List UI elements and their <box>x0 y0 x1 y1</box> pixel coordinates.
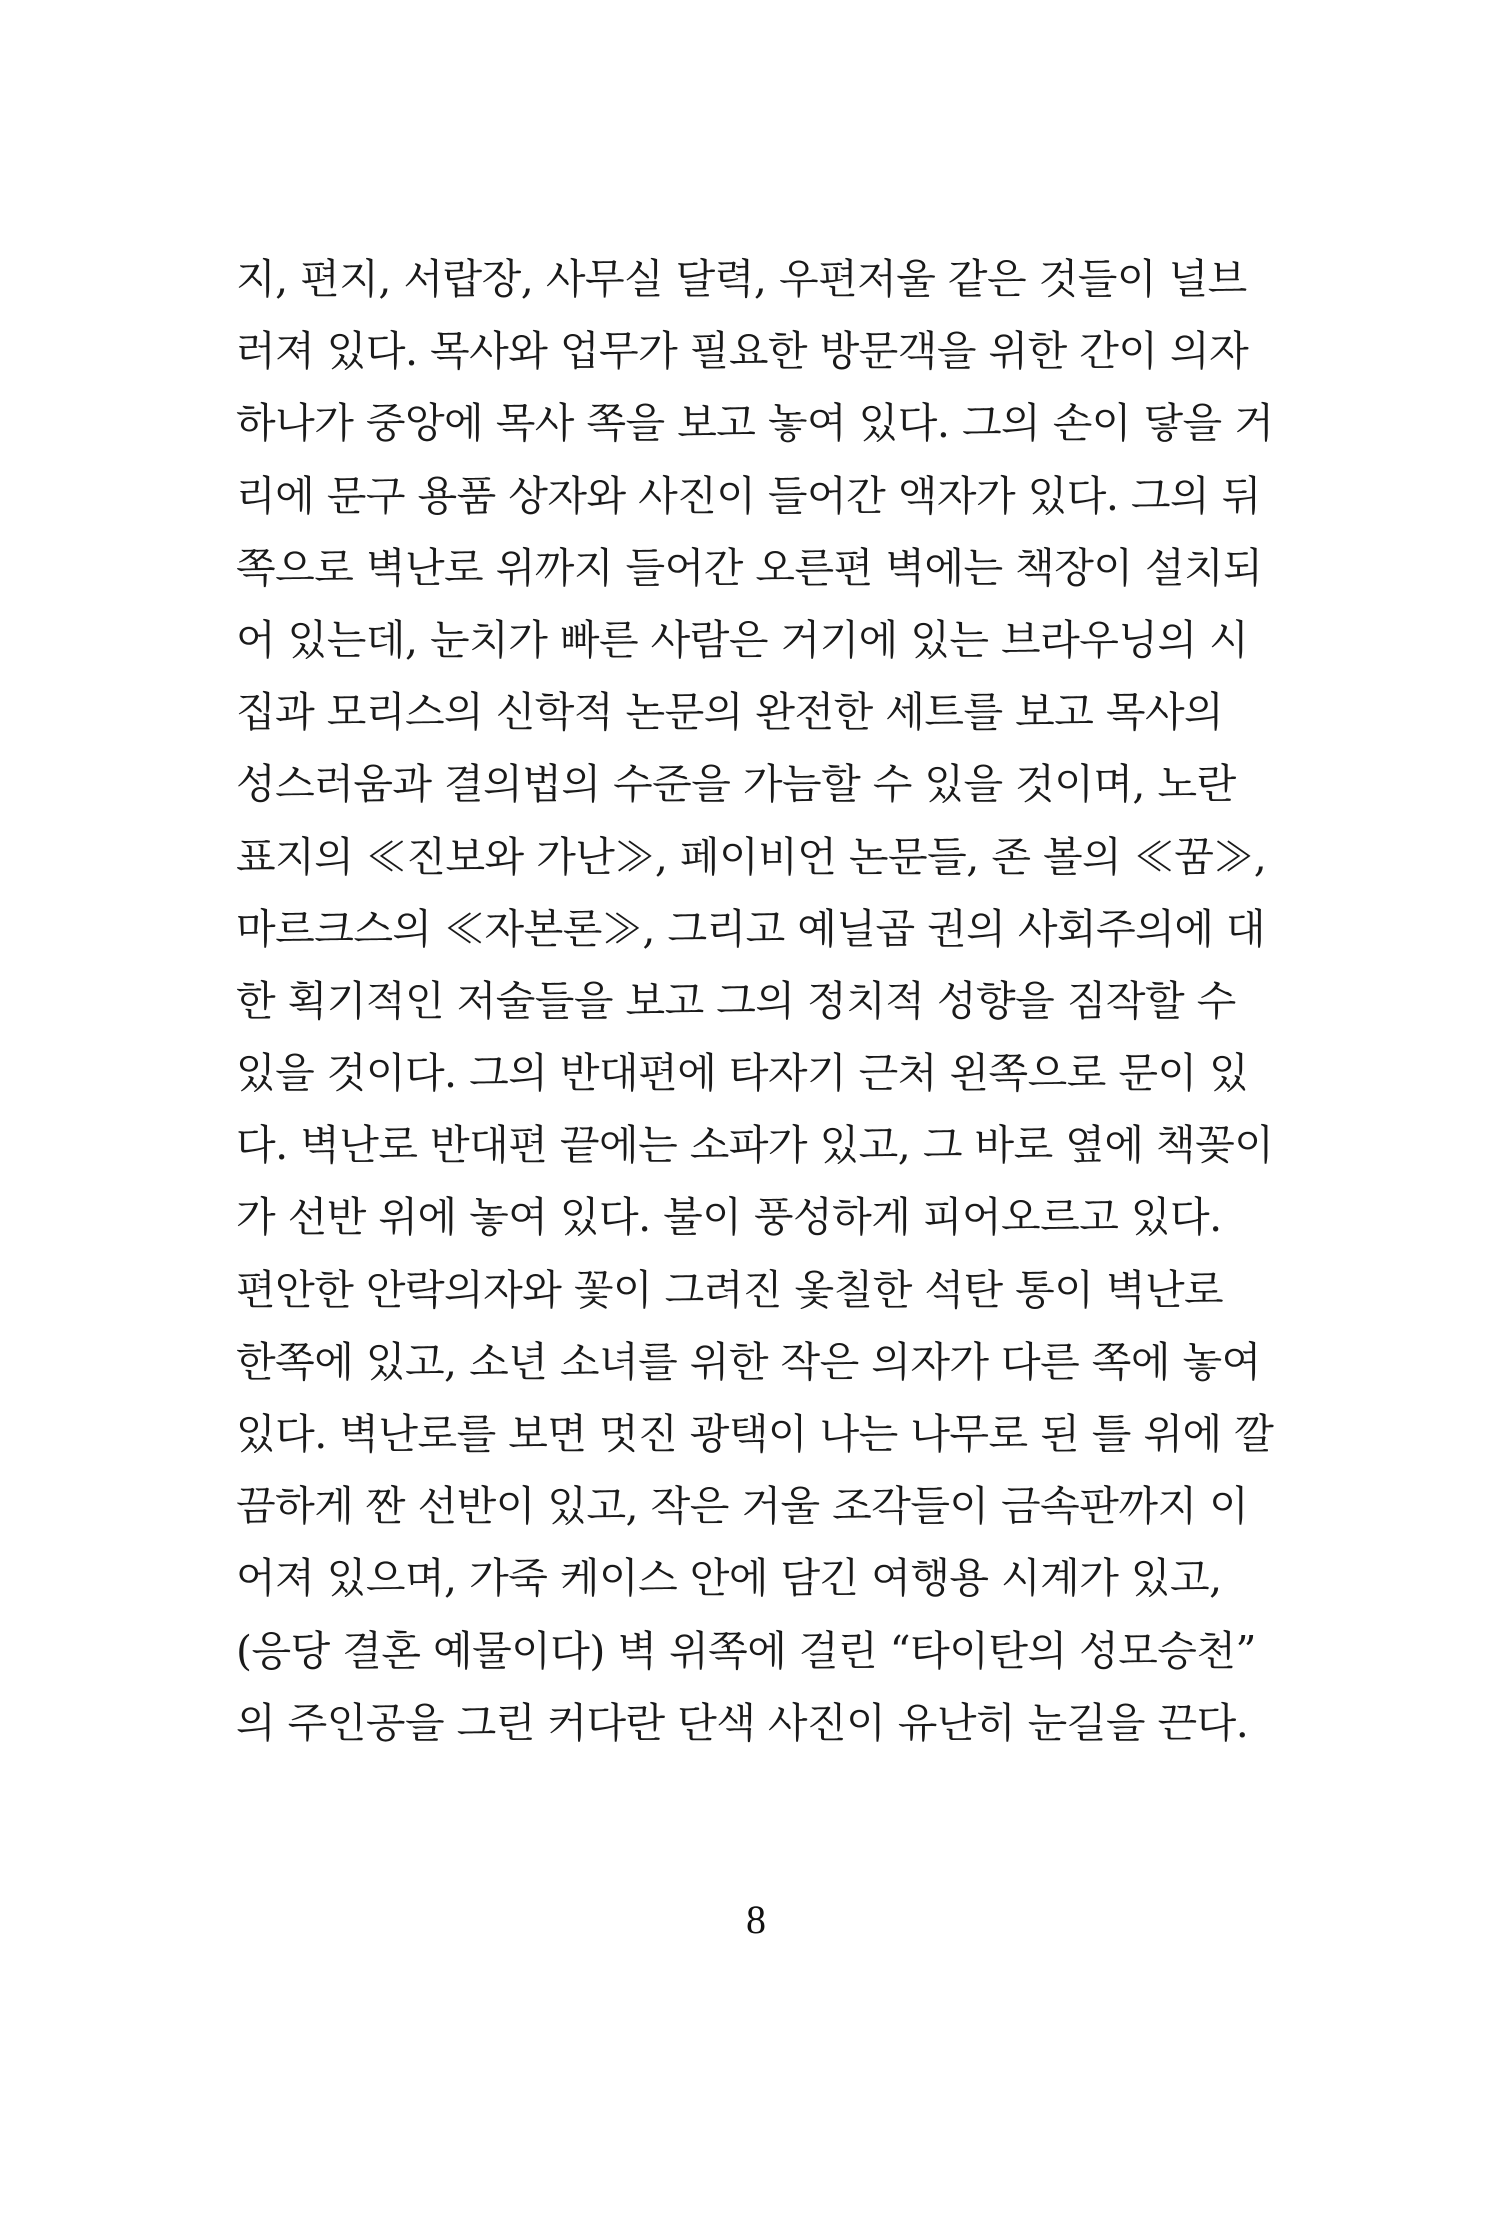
text-line: 한쪽에 있고, 소년 소녀를 위한 작은 의자가 다른 쪽에 놓여 <box>236 1337 1261 1386</box>
text-line: 집과 모리스의 신학적 논문의 완전한 세트를 보고 목사의 <box>236 688 1224 737</box>
body-text <box>236 243 1274 1759</box>
text-line: 표지의 ≪진보와 가난≫, 페이비언 논문들, 존 볼의 ≪꿈≫, <box>236 832 1267 881</box>
text-line: 지, 편지, 서랍장, 사무실 달력, 우편저울 같은 것들이 널브 <box>236 255 1247 303</box>
text-line: 끔하게 짠 선반이 있고, 작은 거울 조각들이 금속판까지 이 <box>236 1482 1249 1531</box>
text-line: 가 선반 위에 놓여 있다. 불이 풍성하게 피어오르고 있다. <box>236 1193 1222 1242</box>
text-line: 한 획기적인 저술들을 보고 그의 정치적 성향을 짐작할 수 <box>236 976 1236 1025</box>
text-line: 어 있는데, 눈치가 빠른 사람은 거기에 있는 브라우닝의 시 <box>236 615 1249 664</box>
text-line: (응당 결혼 예물이다) 벽 위쪽에 걸린 “타이탄의 성모승천” <box>236 1626 1256 1675</box>
text-line: 하나가 중앙에 목사 쪽을 보고 놓여 있다. 그의 손이 닿을 거 <box>236 399 1274 448</box>
text-line: 편안한 안락의자와 꽃이 그려진 옻칠한 석탄 통이 벽난로 <box>236 1265 1224 1314</box>
text-line: 의 주인공을 그린 커다란 단색 사진이 유난히 눈길을 끈다. <box>236 1698 1249 1747</box>
text-line: 다. 벽난로 반대편 끝에는 소파가 있고, 그 바로 옆에 책꽂이 <box>236 1121 1274 1170</box>
text-line: 리에 문구 용품 상자와 사진이 들어간 액자가 있다. 그의 뒤 <box>236 471 1261 520</box>
text-line: 마르크스의 ≪자본론≫, 그리고 예닐곱 권의 사회주의에 대 <box>236 904 1266 953</box>
text-line: 러져 있다. 목사와 업무가 필요한 방문객을 위한 간이 의자 <box>236 327 1249 376</box>
text-line: 어져 있으며, 가죽 케이스 안에 담긴 여행용 시계가 있고, <box>236 1554 1222 1603</box>
text-line: 쪽으로 벽난로 위까지 들어간 오른편 벽에는 책장이 설치되 <box>236 543 1263 592</box>
page-number: 8 <box>746 1897 766 1942</box>
text-line: 있을 것이다. 그의 반대편에 타자기 근처 왼쪽으로 문이 있 <box>236 1049 1249 1098</box>
text-line: 성스러움과 결의법의 수준을 가늠할 수 있을 것이며, 노란 <box>236 760 1236 809</box>
text-line: 있다. 벽난로를 보면 멋진 광택이 나는 나무로 된 틀 위에 깔 <box>236 1410 1274 1458</box>
